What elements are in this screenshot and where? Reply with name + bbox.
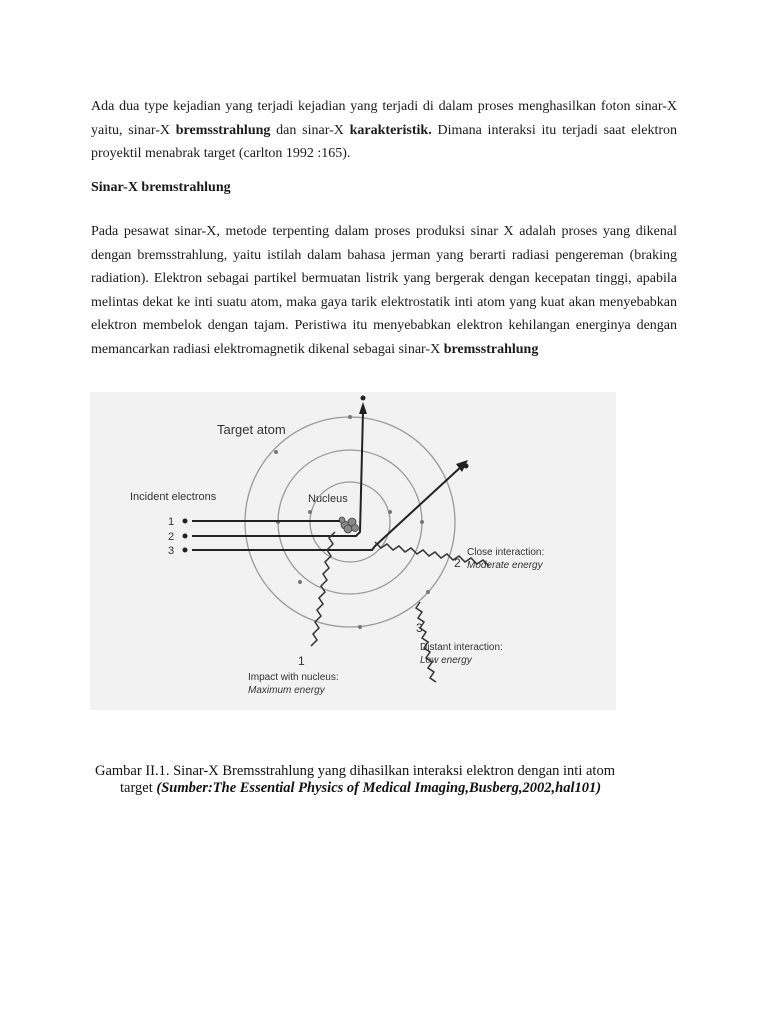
intro-text-3: Dimana interaksi itu terjadi saat elektron proyektil menabrak target (carlton 1992 :165). (91, 122, 678, 161)
exit-dot-top (361, 396, 366, 401)
intro-paragraph (91, 95, 677, 166)
electron-number-3: 3 (168, 545, 175, 557)
intro-text-1: Ada dua type kejadian yang terjadi kejadian yang terjadi di dalam proses menghasilkan foton sinar-X yaitu, sinar-X (91, 99, 677, 138)
electron-number-2: 2 (168, 531, 175, 543)
target-atom-label: Target atom (217, 422, 286, 437)
nucleus-label: Nucleus (308, 493, 348, 505)
caption-line-2 (95, 780, 655, 797)
figure-caption (95, 763, 655, 797)
intro-text-2: dan sinar-X (270, 122, 350, 138)
close-interaction-title: Close interaction: (467, 547, 545, 558)
body-bold-bremsstrahlung: bremsstrahlung (443, 341, 539, 357)
impact-number: 1 (298, 654, 305, 668)
section-heading: Sinar-X bremstrahlung (91, 180, 231, 195)
bremsstrahlung-diagram (90, 392, 616, 710)
distant-interaction-number: 3 (416, 621, 423, 635)
body-paragraph (91, 220, 677, 361)
close-interaction-number: 2 (454, 556, 461, 570)
impact-title: Impact with nucleus: (248, 672, 339, 683)
electron-number-1: 1 (168, 516, 175, 528)
exit-dot-right (464, 464, 469, 469)
impact-energy: Maximum energy (248, 685, 325, 696)
intro-bold-karakteristik: karakteristik. (349, 122, 432, 138)
body-text: Pada pesawat sinar-X, metode terpenting dalam proses produksi sinar X adalah proses yang dikenal dengan bremsstrahlung, yaitu istilah dalam bahasa jerman yang berarti radiasi pengereman (braking radiation). Elektron sebagai partikel bermuatan listrik yang bergerak dengan kecepatan tinggi, apabila melintas dekat ke inti suatu atom, maka gaya tarik elektrostatik inti atom yang kuat akan menyebabkan elektron membelok dengan tajam. Peristiwa itu menyebabkan elektron kehilangan energinya dengan memancarkan radiasi elektromagnetik dikenal sebagai sinar-X (91, 224, 677, 357)
distant-interaction-title: Distant interaction: (420, 642, 503, 653)
distant-interaction-energy: Low energy (420, 655, 472, 666)
incident-electrons-label: Incident electrons (130, 491, 217, 503)
caption-line-1: Gambar II.1. Sinar-X Bremsstrahlung yang dihasilkan interaksi elektron dengan inti atom (95, 763, 615, 779)
caption-source: (Sumber:The Essential Physics of Medical Imaging,Busberg,2002,hal101) (156, 780, 602, 796)
intro-bold-bremsstrahlung: bremsstrahlung (175, 122, 271, 138)
caption-target-text: target (120, 780, 157, 796)
close-interaction-energy: Moderate energy (467, 560, 543, 571)
